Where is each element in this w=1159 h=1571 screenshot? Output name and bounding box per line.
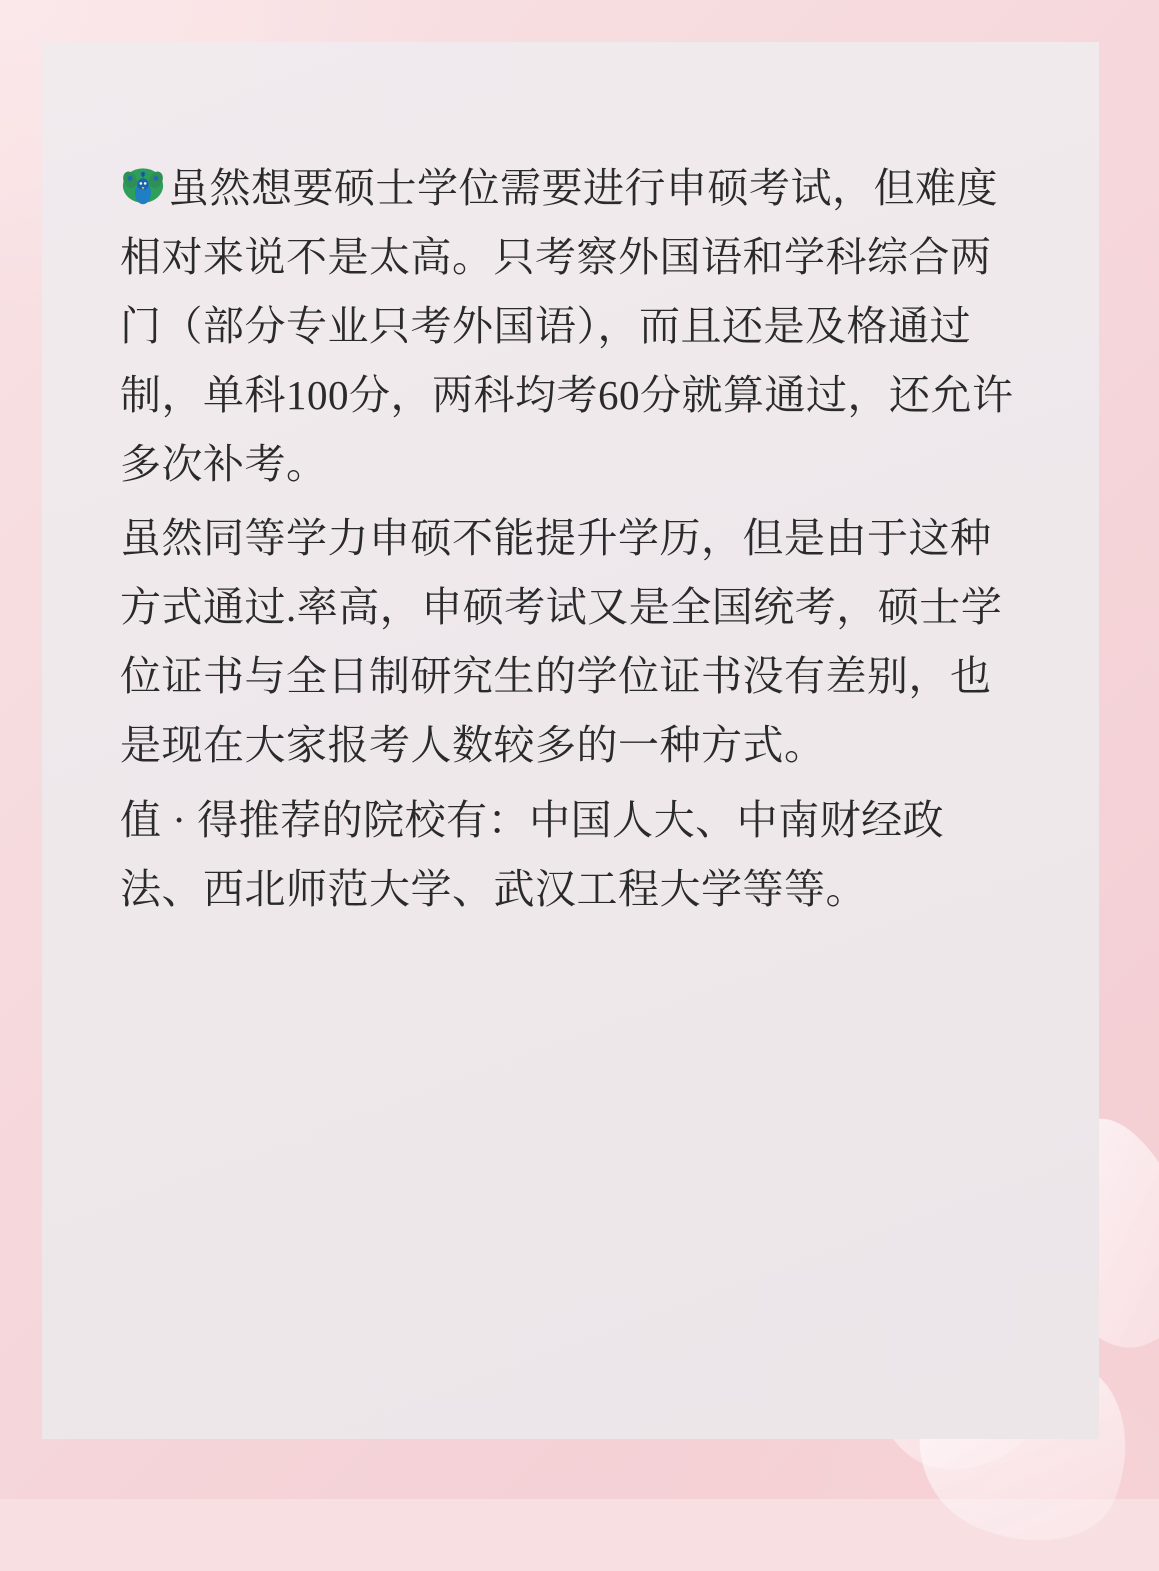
article-body (120, 154, 1021, 924)
paragraph-3: 值 · 得推荐的院校有：中国人大、中南财经政法、西北师范大学、武汉工程大学等等。 (120, 796, 945, 912)
peacock-icon (120, 164, 166, 210)
paragraph-1 (120, 154, 1021, 498)
paragraph-2: 虽然同等学力申硕不能提升学历，但是由于这种方式通过.率高，申硕考试又是全国统考，硕士学位证书与全日制研究生的学位证书没有差别，也是现在大家报考人数较多的一种方式。 (120, 515, 1003, 768)
content-card (42, 42, 1099, 1439)
paragraph-1-text: 虽然想要硕士学位需要进行申硕考试，但难度相对来说不是太高。只考察外国语和学科综合两门（部分专业只考外国语），而且还是及格通过制，单科100分，两科均考60分就算通过，还允许多次补考。 (120, 165, 1014, 487)
